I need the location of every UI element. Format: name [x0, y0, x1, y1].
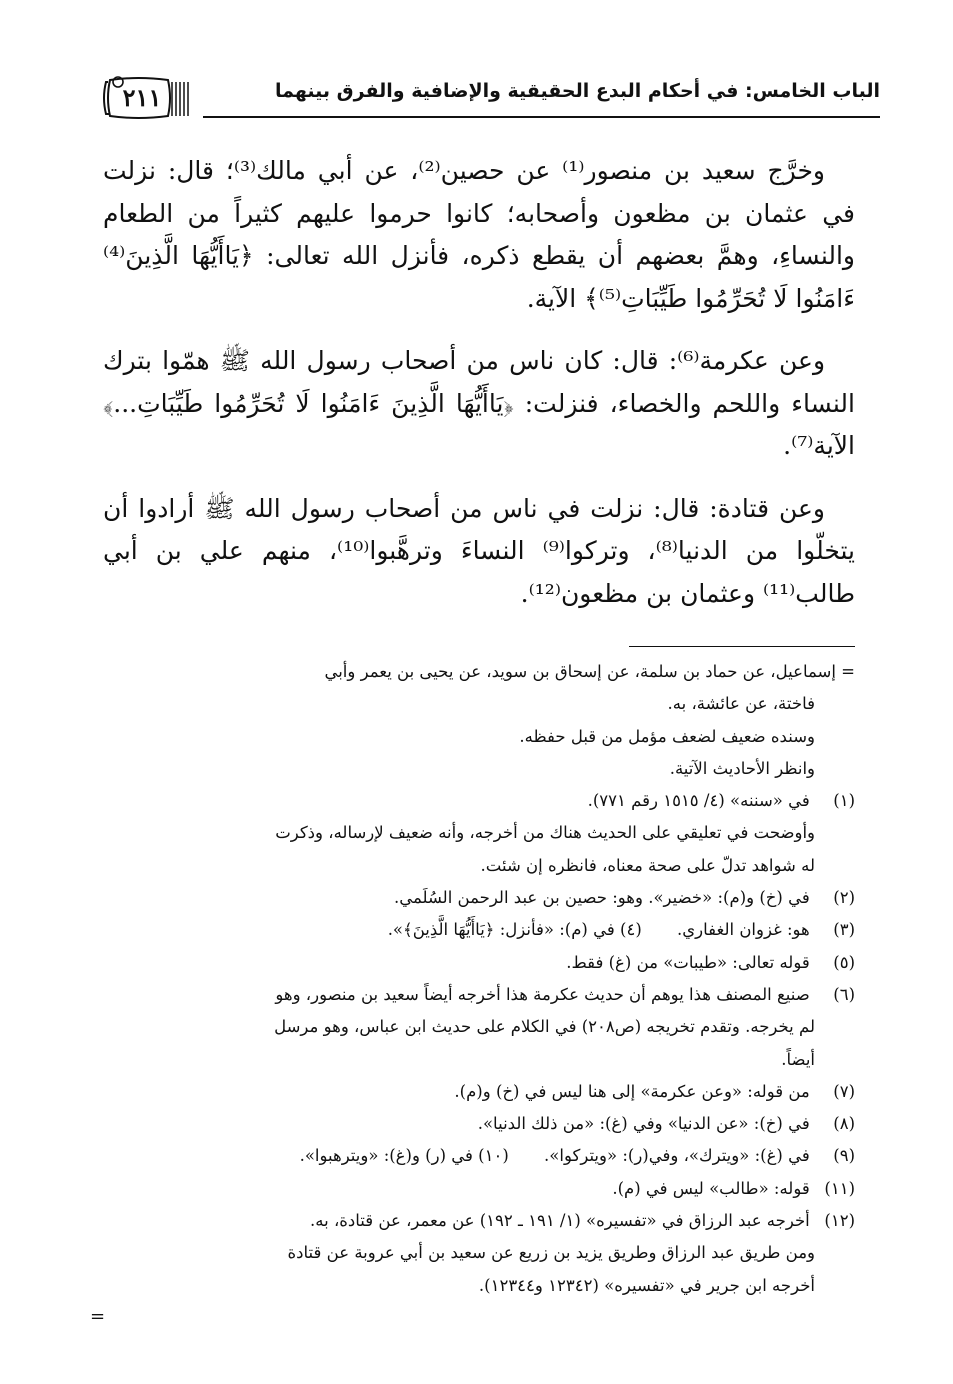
footnote-text: قوله: «طالب» ليس في (م). — [612, 1178, 810, 1198]
footnote-12-cont: ومن طريق عبد الرزاق وطريق يزيد بن زريع عن سعيد بن أبي عروبة عن قتادة — [287, 1243, 815, 1263]
paragraph-1: وخرَّج سعيد بن منصور⁽¹⁾ عن حصين⁽²⁾، عن أبي مالك⁽³⁾؛ قال: نزلت في عثمان بن مظعون وأصحابه؛ كانوا حرموا عليهم كثيراً من الطعام والنساءِ، وهمَّ بعضهم أن يقطع ذكره، فأنزل الله تعالى: ﴿يَاأَيُّهَا الَّذِينَ⁽⁴⁾ ءَامَنُوا لَا تُحَرِّمُوا طَيِّبَاتِ⁽⁵⁾﴾ الآية. — [103, 156, 855, 313]
continuation-mark: = — [90, 1306, 106, 1327]
footnote-6-cont: لم يخرجه. وتقدم تخريجه (ص٢٠٨) في الكلام على حديث ابن عباس، وهو مرسل — [274, 1017, 815, 1037]
paragraph-2: وعن عكرمة⁽⁶⁾: قال: كان ناس من أصحاب رسول الله ﷺ همّوا بترك النساء واللحم والخصاء، فنزلت: ﴿يَاأَيُّهَا الَّذِينَ ءَامَنُوا لَا تُحَرِّمُوا طَيِّبَاتِ...﴾ الآية⁽⁷⁾. — [103, 346, 855, 460]
footnote-7 — [95, 1076, 855, 1108]
footnote-number: (٩) — [833, 1146, 855, 1166]
footnote-1-cont: وأوضحت في تعليقي على الحديث هناك من أخرجه، وأنه ضعيف لإرساله، وذكرت — [275, 823, 815, 843]
footnote-number: (١) — [833, 791, 855, 811]
footnote-12-cont: أخرجه ابن جرير في «تفسيره» (١٢٣٤٢ و١٢٣٤٤). — [478, 1275, 815, 1295]
footnote-text: هو: غزوان الغفاري. — [677, 920, 810, 940]
page-number: ٢١١ — [122, 83, 162, 112]
footnote-continuation-line: وانظر الأحاديث الآتية. — [669, 758, 815, 778]
footnote-1 — [95, 785, 855, 817]
footnote-number: (٨) — [833, 1114, 855, 1134]
footnote-text: أخرجه عبد الرزاق في «تفسيره» (١/ ١٩١ ـ ١٩٢) عن معمر، عن قتادة، به. — [310, 1211, 810, 1231]
page-number-badge — [98, 76, 190, 120]
footnote-number: (٢) — [833, 888, 855, 908]
footnote-number: (٧) — [833, 1081, 855, 1101]
page-header — [98, 66, 880, 130]
footnote-8 — [95, 1108, 855, 1140]
footnote-number: (١١) — [824, 1178, 855, 1198]
footnote-text: قوله تعالى: «طيبات» من (غ) فقط. — [566, 952, 810, 972]
footnote-text: في (ر) و(غ): «ويترهبوا». — [299, 1146, 473, 1166]
footnote-continuation-line: وسنده ضعيف لضعف مؤمل من قبل حفظه. — [519, 726, 815, 746]
footnote-number: (٥) — [833, 952, 855, 972]
footnote-continuation-line: فاختة، عن عائشة، به. — [667, 694, 815, 714]
footnote-text: من قوله: «وعن عكرمة» إلى هنا ليس في (خ) و(م). — [454, 1081, 810, 1101]
footnote-6-cont: أيضاً. — [781, 1049, 815, 1069]
footnote-number: (٣) — [833, 920, 855, 940]
footnote-text: في «سننه» (٤/ ١٥١٥ رقم ٧٧١). — [587, 791, 810, 811]
main-text — [103, 150, 855, 615]
footnote-number: (١٠) — [478, 1146, 509, 1166]
footnote-5 — [95, 947, 855, 979]
footnote-12 — [95, 1205, 855, 1237]
header-rule — [203, 116, 880, 118]
footnote-3-4-line — [95, 914, 855, 946]
footnotes — [95, 656, 855, 1302]
footnote-2 — [95, 882, 855, 914]
footnote-text: في (غ): «ويترك»، وفي(ر): «ويتركوا». — [544, 1146, 810, 1166]
footnote-separator — [629, 646, 855, 647]
footnote-number: (٦) — [833, 984, 855, 1004]
footnote-continuation-line: = إسماعيل، عن حماد بن سلمة، عن إسحاق بن سويد، عن يحيى بن يعمر وأبي — [324, 662, 855, 681]
footnote-9-10-line — [95, 1140, 855, 1172]
footnote-11 — [95, 1173, 855, 1205]
footnote-text: في (خ) و(م): «خضير». وهو: حصين بن عبد الرحمن السُلَمي. — [393, 888, 810, 908]
footnote-6 — [95, 979, 855, 1011]
footnote-text: في (م): «فأنزل: ﴿يَاأَيُّهَا الَّذِينَ﴾». — [387, 920, 615, 940]
footnote-1-cont: له شواهد تدلّ على صحة معناه، فانظره إن شئت. — [480, 855, 815, 875]
footnote-number: (١٢) — [824, 1211, 855, 1231]
footnote-text: صنيع المصنف هذا يوهم أن حديث عكرمة هذا أخرجه أيضاً سعيد بن منصور، وهو — [275, 984, 810, 1004]
footnote-number: (٤) — [620, 920, 642, 940]
footnote-text: في (خ): «عن الدنيا» وفي (غ): «من ذلك الدنيا». — [477, 1114, 810, 1134]
paragraph-3: وعن قتادة: قال: نزلت في ناس من أصحاب رسول الله ﷺ أرادوا أن يتخلّوا من الدنيا⁽⁸⁾، وتركوا⁽⁹⁾ النساءَ وترهَّبوا⁽¹⁰⁾، منهم علي بن أبي طالب⁽¹¹⁾ وعثمان بن مظعون⁽¹²⁾. — [103, 493, 855, 608]
chapter-title: الباب الخامس: في أحكام البدع الحقيقية والإضافية والفرق بينهما — [275, 80, 880, 102]
footnote-10 — [300, 1140, 509, 1172]
footnote-4 — [388, 914, 642, 946]
